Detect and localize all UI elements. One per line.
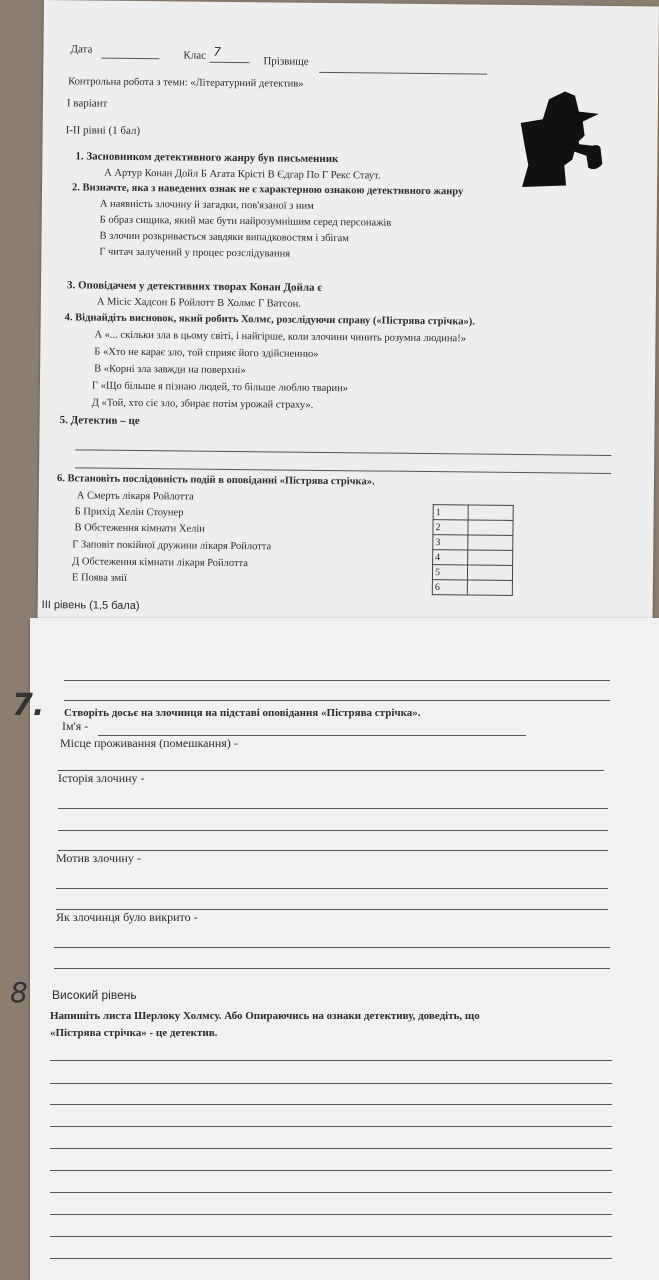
class-value: 7 bbox=[213, 44, 222, 59]
q4-option-e: Д «Той, хто сіє зло, збирає потім урожай страху». bbox=[91, 397, 314, 411]
answer-line[interactable] bbox=[50, 1083, 612, 1084]
level-3-heading: ІІІ рівень (1,5 бала) bbox=[41, 599, 140, 613]
answer-line[interactable] bbox=[50, 1104, 612, 1105]
q4-option-d: Г «Що більше я пізнаю людей, то більше люблю тварин» bbox=[91, 380, 349, 395]
q2-option-b: Б образ сищика, який має бути найрозумнішим серед персонажів bbox=[99, 214, 392, 229]
surname-label: Прізвище bbox=[263, 55, 309, 68]
q6-text: 6. Встановіть послідовність подій в оповіданні «Пістрява стрічка». bbox=[56, 473, 375, 488]
answer-line[interactable] bbox=[50, 1060, 612, 1061]
exposed-label: Як злочинця було викрито - bbox=[56, 910, 198, 924]
table-cell-answer[interactable] bbox=[467, 565, 512, 580]
answer-line[interactable] bbox=[64, 680, 610, 681]
table-cell-answer[interactable] bbox=[467, 580, 512, 595]
table-cell-number: 5 bbox=[432, 565, 467, 580]
level-1-2-heading: І-ІІ рівні (1 бал) bbox=[65, 124, 141, 138]
page-title: Контрольна робота з теми: «Літературний детектив» bbox=[68, 76, 304, 90]
q2-text: 2. Визначте, яка з наведених ознак не є характерною ознакою детективного жанру bbox=[71, 182, 464, 198]
q4-option-b: Б «Хто не карає зло, той сприяє його здійсненню» bbox=[94, 346, 319, 360]
q2-option-a: А наявність злочину й загадки, пов'язаної з ним bbox=[99, 198, 314, 212]
q6-option-e: Д Обстеження кімнати лікаря Ройлотта bbox=[72, 556, 248, 570]
q3-text: 3. Оповідачем у детективних творах Конан Дойла є bbox=[66, 279, 323, 294]
q7-handwritten-mark: 7. bbox=[12, 688, 45, 723]
q7-text: Створіть досьє на злочинця на підставі оповідання «Пістрява стрічка». bbox=[64, 707, 421, 719]
date-label: Дата bbox=[70, 43, 93, 56]
q2-option-d: Г читач залучений у процес розслідування bbox=[99, 246, 291, 260]
q3-options: А Місіс Хадсон Б Ройлотт В Холмс Г Ватсон. bbox=[96, 296, 301, 310]
q1-options: А Артур Конан Дойл Б Агата Крісті В Єдгар По Г Рекс Стаут. bbox=[104, 167, 381, 182]
q6-option-d: Г Заповіт покійної дружини лікаря Ройлотта bbox=[72, 539, 272, 553]
table-row bbox=[433, 550, 513, 566]
worksheet-page-2 bbox=[10, 618, 659, 1280]
high-level-heading: Високий рівень bbox=[52, 988, 137, 1002]
table-cell-answer[interactable] bbox=[468, 520, 513, 535]
answer-line[interactable] bbox=[50, 1148, 612, 1149]
table-row bbox=[433, 535, 513, 551]
q5-answer-line[interactable] bbox=[75, 449, 611, 456]
table-cell-number: 6 bbox=[432, 580, 467, 595]
name-label: Ім'я - bbox=[62, 719, 89, 733]
detective-silhouette-icon bbox=[512, 85, 631, 196]
answer-line[interactable] bbox=[56, 888, 608, 889]
class-label: Клас bbox=[183, 49, 207, 62]
history-label: Історія злочину - bbox=[58, 771, 145, 785]
answer-line[interactable] bbox=[50, 1126, 612, 1127]
answer-line[interactable] bbox=[58, 830, 608, 831]
class-field[interactable] bbox=[209, 62, 249, 63]
q6-option-b: Б Прихід Хелін Стоунер bbox=[74, 506, 184, 519]
sequence-table bbox=[432, 504, 514, 596]
q2-option-c: В злочин розкривається завдяки випадковостям і збігам bbox=[99, 230, 350, 245]
q4-text: 4. Віднайдіть висновок, який робить Холмс, розслідуючи справу («Пістрява стрічка»). bbox=[64, 312, 475, 328]
table-row bbox=[432, 580, 512, 596]
answer-line[interactable] bbox=[54, 947, 610, 948]
surname-field[interactable] bbox=[319, 72, 487, 75]
q6-option-a: А Смерть лікаря Ройлотта bbox=[76, 490, 194, 503]
variant-label: І варіант bbox=[66, 97, 108, 110]
answer-line[interactable] bbox=[58, 808, 608, 809]
q4-option-c: В «Корні зла завжди на поверхні» bbox=[94, 363, 246, 377]
q4-option-a: А «... скільки зла в цьому світі, і найгірше, коли злочини чинить розумна людина!» bbox=[94, 329, 467, 345]
residence-label: Місце проживання (помешкання) - bbox=[60, 736, 238, 750]
answer-line[interactable] bbox=[50, 1214, 612, 1215]
worksheet-page-1 bbox=[37, 0, 659, 646]
table-cell-answer[interactable] bbox=[468, 535, 513, 550]
q6-option-c: В Обстеження кімнати Хелін bbox=[74, 522, 205, 535]
table-row bbox=[433, 505, 513, 521]
table-cell-number: 3 bbox=[433, 535, 468, 550]
date-field[interactable] bbox=[101, 58, 159, 60]
q8-text-line2: «Пістрява стрічка» - це детектив. bbox=[50, 1027, 218, 1039]
q8-handwritten-mark: 8 bbox=[10, 976, 28, 1009]
q8-text-line1: Напишіть листа Шерлоку Холмсу. Або Опираючись на ознаки детективу, доведіть, що bbox=[50, 1010, 480, 1022]
motive-label: Мотив злочину - bbox=[56, 851, 141, 865]
q6-option-f: Е Поява змії bbox=[71, 572, 128, 584]
table-row bbox=[433, 520, 513, 536]
table-cell-answer[interactable] bbox=[468, 550, 513, 565]
q1-text: 1. Засновником детективного жанру був письменник bbox=[75, 150, 339, 166]
q5-text: 5. Детектив – це bbox=[59, 414, 140, 428]
table-cell-number: 1 bbox=[433, 505, 468, 520]
answer-line[interactable] bbox=[54, 968, 610, 969]
table-row bbox=[432, 565, 512, 581]
answer-line[interactable] bbox=[50, 1236, 612, 1237]
table-cell-number: 2 bbox=[433, 520, 468, 535]
answer-line[interactable] bbox=[50, 1258, 612, 1259]
table-cell-number: 4 bbox=[433, 550, 468, 565]
table-cell-answer[interactable] bbox=[468, 505, 513, 520]
answer-line[interactable] bbox=[50, 1192, 612, 1193]
answer-line[interactable] bbox=[50, 1170, 612, 1171]
answer-line[interactable] bbox=[64, 700, 610, 701]
